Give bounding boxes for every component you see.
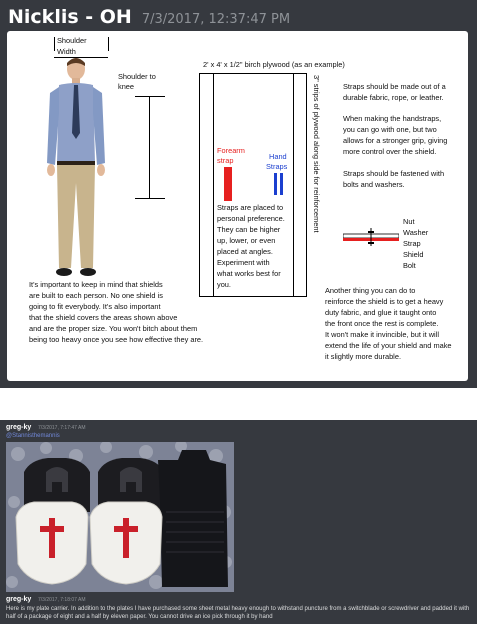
message-timestamp: 7/3/2017, 7:18:07 AM xyxy=(38,597,86,603)
materials-line-1: Straps should be made out of a xyxy=(343,82,446,91)
reinforce-line-4: the front once the rest is complete. xyxy=(325,319,439,328)
hand-straps-label-1: Hand xyxy=(269,152,287,161)
width-label: Width xyxy=(57,47,76,56)
reinforce-line-3: duty fabric, and glue it taught onto xyxy=(325,308,437,317)
reinforce-line-1: Another thing you can do to xyxy=(325,286,416,295)
hand-strap-mark-1 xyxy=(274,173,277,195)
author-name[interactable]: greg-ky xyxy=(6,424,32,431)
materials-line-2: durable fabric, rope, or leather. xyxy=(343,93,444,102)
knee-bracket-line xyxy=(149,96,150,199)
message-header xyxy=(8,6,290,30)
reinforcement-strip-left xyxy=(213,73,214,297)
plate-carrier-photo[interactable] xyxy=(6,442,234,592)
person-figure xyxy=(37,53,113,283)
diagram-label-bolt: Bolt xyxy=(403,261,416,270)
reinforce-line-5: It won't make it invincible, but it will xyxy=(325,330,439,339)
shield-guide-image[interactable] xyxy=(7,31,468,381)
reinforcement-strips-label: 3" strips of plywood along side for reinforcement xyxy=(312,75,321,233)
straps-placed-line-8: you. xyxy=(217,280,231,289)
forearm-strap-mark xyxy=(224,167,232,201)
keep-in-mind-line-2: are built to each person. No one shield is xyxy=(29,291,163,300)
straps-placed-line-5: placed at angles. xyxy=(217,247,273,256)
message-post-bottom xyxy=(0,420,477,624)
user-mention-link[interactable]: @Stannisthemannis xyxy=(6,433,60,439)
handstraps-line-4: more control over the shield. xyxy=(343,147,437,156)
diagram-label-nut: Nut xyxy=(403,217,415,226)
shoulder-to-knee-label-2: knee xyxy=(118,82,135,91)
message-timestamp: 7/3/2017, 12:37:47 PM xyxy=(141,12,291,27)
reinforce-line-7: it slightly more durable. xyxy=(325,352,401,361)
bracket-right-tick xyxy=(108,37,109,51)
bolt-diagram xyxy=(343,228,399,246)
forearm-strap-label-1: Forearm xyxy=(217,146,245,155)
bracket-left-tick xyxy=(54,37,55,51)
plate-carrier-illustration xyxy=(6,442,234,592)
plywood-title: 2' x 4' x 1/2" birch plywood (as an example) xyxy=(203,60,345,69)
straps-placed-line-2: personal preference. xyxy=(217,214,285,223)
knee-bracket-bottom xyxy=(135,198,165,199)
handstraps-line-2: you can go with one, but two xyxy=(343,125,437,134)
straps-placed-line-7: what works best for xyxy=(217,269,281,278)
hand-strap-mark-2 xyxy=(280,173,283,195)
forearm-strap-label-2: strap xyxy=(217,156,234,165)
fasten-line-1: Straps should be fastened with xyxy=(343,169,445,178)
straps-placed-line-4: up, lower, or even xyxy=(217,236,276,245)
keep-in-mind-line-3: going to fit everybody. It's also important xyxy=(29,302,161,311)
keep-in-mind-line-1: It's important to keep in mind that shields xyxy=(29,280,163,289)
keep-in-mind-line-4: that the shield covers the areas shown above xyxy=(29,313,178,322)
keep-in-mind-line-5: and are the proper size. You won't bitch about them xyxy=(29,324,198,333)
author-name[interactable]: Nicklis - OH xyxy=(8,6,132,28)
diagram-label-strap: Strap xyxy=(403,239,421,248)
reinforce-line-6: extend the life of your shield and make xyxy=(325,341,452,350)
straps-placed-line-1: Straps are placed to xyxy=(217,203,284,212)
hand-straps-label-2: Straps xyxy=(266,162,288,171)
shoulder-to-knee-label-1: Shoulder to xyxy=(118,72,156,81)
reinforcement-strip-right xyxy=(293,73,294,297)
knee-bracket-top xyxy=(135,96,165,97)
diagram-label-shield: Shield xyxy=(403,250,424,259)
author-name[interactable]: greg-ky xyxy=(6,596,32,603)
handstraps-line-3: allows for a stronger grip, giving xyxy=(343,136,448,145)
keep-in-mind-line-6: being too heavy once you see how effective they are. xyxy=(29,335,204,344)
diagram-label-washer: Washer xyxy=(403,228,429,237)
fasten-line-2: bolts and washers. xyxy=(343,180,405,189)
straps-placed-line-3: They can be higher xyxy=(217,225,281,234)
message-timestamp: 7/3/2017, 7:17:47 AM xyxy=(38,425,86,431)
reinforce-line-2: reinforce the shield is to get a heavy xyxy=(325,297,444,306)
shoulder-label: Shoulder xyxy=(57,36,87,45)
message-text: Here is my plate carrier. In addition to the plates I have purchased some sheet metal heavy enough to withstand puncture from a switchblade or screwdriver and padded it with half of a package of eight and a half by eleven paper. You cannot drive an ice pick through it by hand xyxy=(6,606,470,620)
handstraps-line-1: When making the handstraps, xyxy=(343,114,442,123)
straps-placed-line-6: Experiment with xyxy=(217,258,270,267)
